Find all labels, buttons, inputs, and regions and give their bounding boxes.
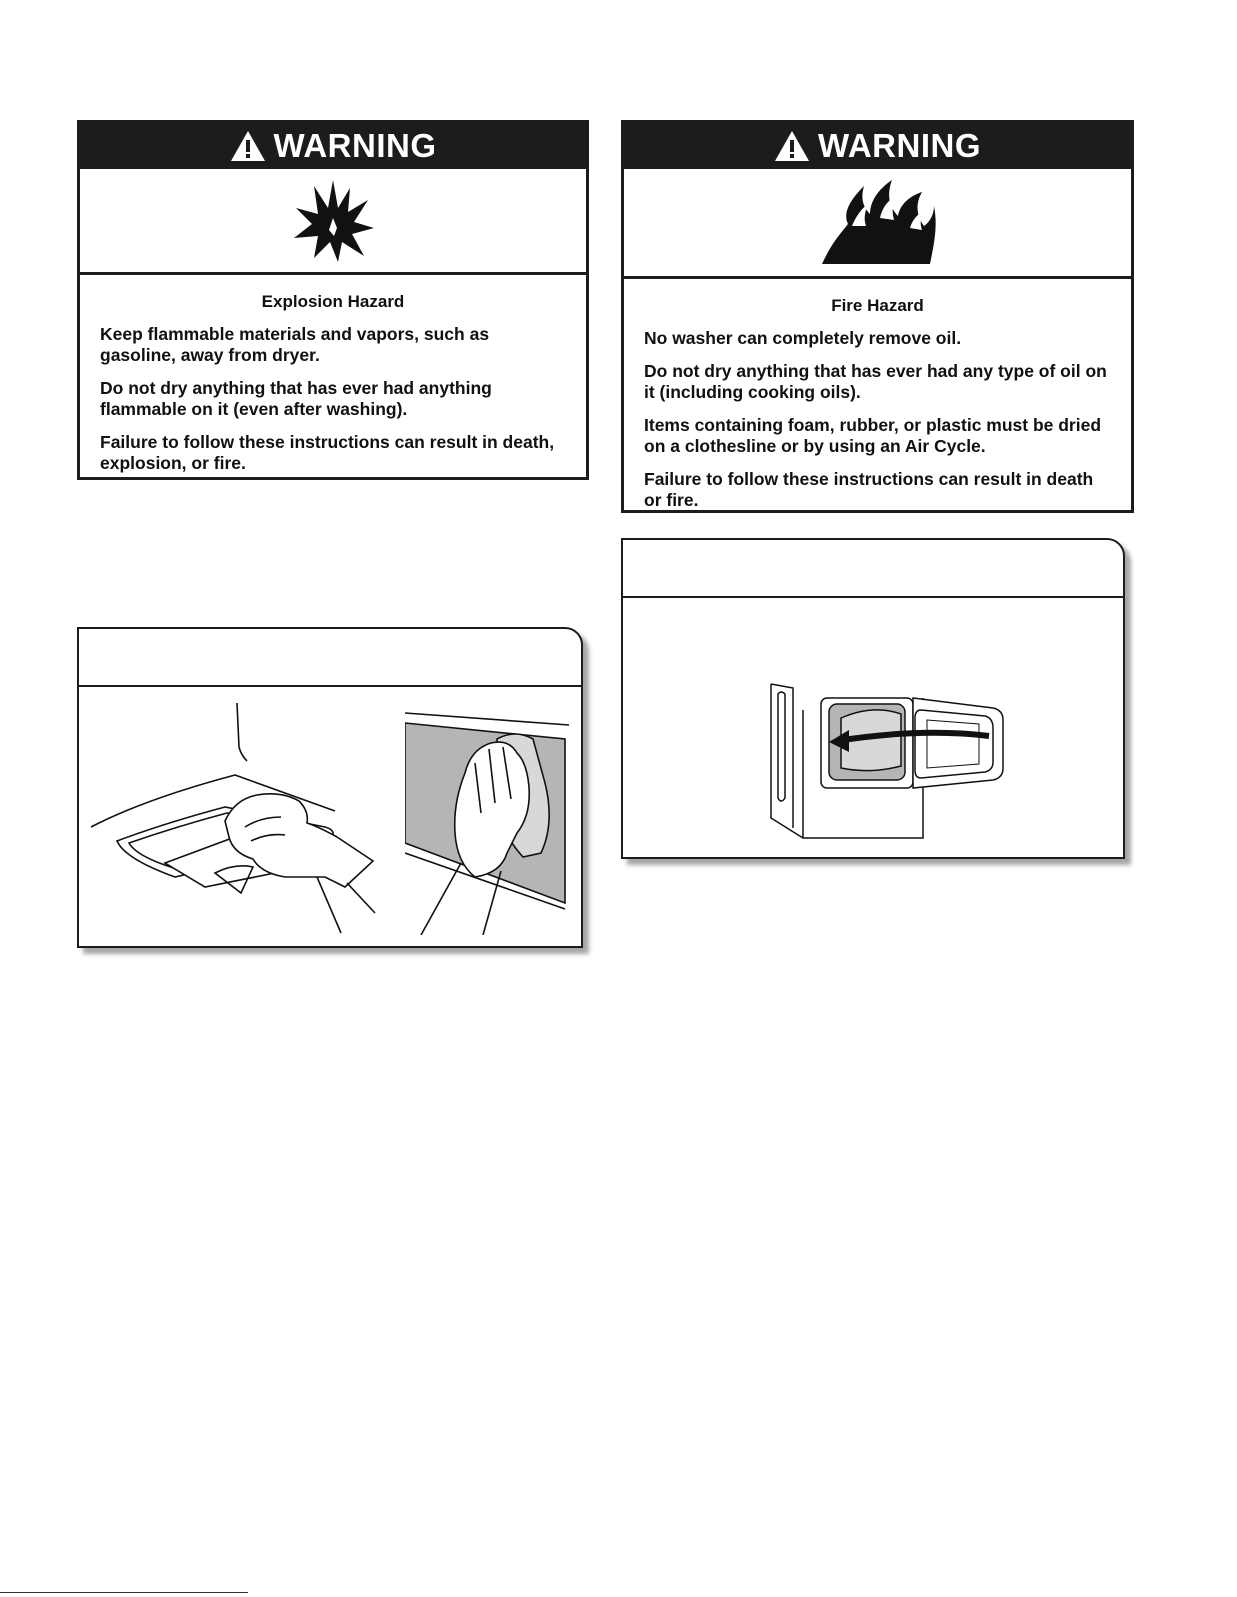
figure-header-band — [79, 629, 581, 687]
footer-rule — [0, 1592, 248, 1593]
hazard-title: Explosion Hazard — [261, 292, 405, 311]
dryer-drum-rotation-illustration — [623, 598, 1123, 858]
warning-body — [80, 275, 586, 494]
warning-heading: WARNING — [818, 127, 981, 164]
alert-triangle-icon — [230, 130, 266, 162]
lint-screen-cleaning-illustration — [85, 687, 385, 947]
fire-icon — [818, 178, 938, 268]
hazard-icon-area — [80, 169, 586, 275]
warning-header — [624, 123, 1131, 169]
hazard-icon-area — [624, 169, 1131, 279]
warning-paragraph: Do not dry anything that has ever had anything flammable on it (even after washing). — [100, 378, 492, 419]
warning-paragraph: Items containing foam, rubber, or plastic must be dried on a clothesline or by using an Air Cycle. — [644, 415, 1102, 456]
cleaning-illustration-box — [77, 627, 583, 948]
alert-triangle-icon — [774, 130, 810, 162]
warning-paragraph: Failure to follow these instructions can result in death or fire. — [644, 469, 1094, 510]
hazard-title: Fire Hazard — [831, 296, 924, 315]
figure-header-band — [623, 540, 1123, 598]
warning-header — [80, 123, 586, 169]
warning-paragraph: Keep flammable materials and vapors, such as gasoline, away from dryer. — [100, 324, 490, 365]
wiping-dryer-interior-illustration — [405, 703, 569, 935]
explosion-icon — [290, 178, 376, 264]
drum-illustration-box — [621, 538, 1125, 859]
warning-body — [624, 279, 1131, 531]
warning-heading: WARNING — [273, 127, 437, 164]
warning-paragraph: Do not dry anything that has ever had any type of oil on it (including cooking oils). — [644, 361, 1107, 402]
warning-paragraph: Failure to follow these instructions can result in death, explosion, or fire. — [100, 432, 555, 473]
fire-warning-box — [621, 120, 1134, 513]
explosion-warning-box — [77, 120, 589, 480]
warning-paragraph: No washer can completely remove oil. — [644, 328, 962, 348]
